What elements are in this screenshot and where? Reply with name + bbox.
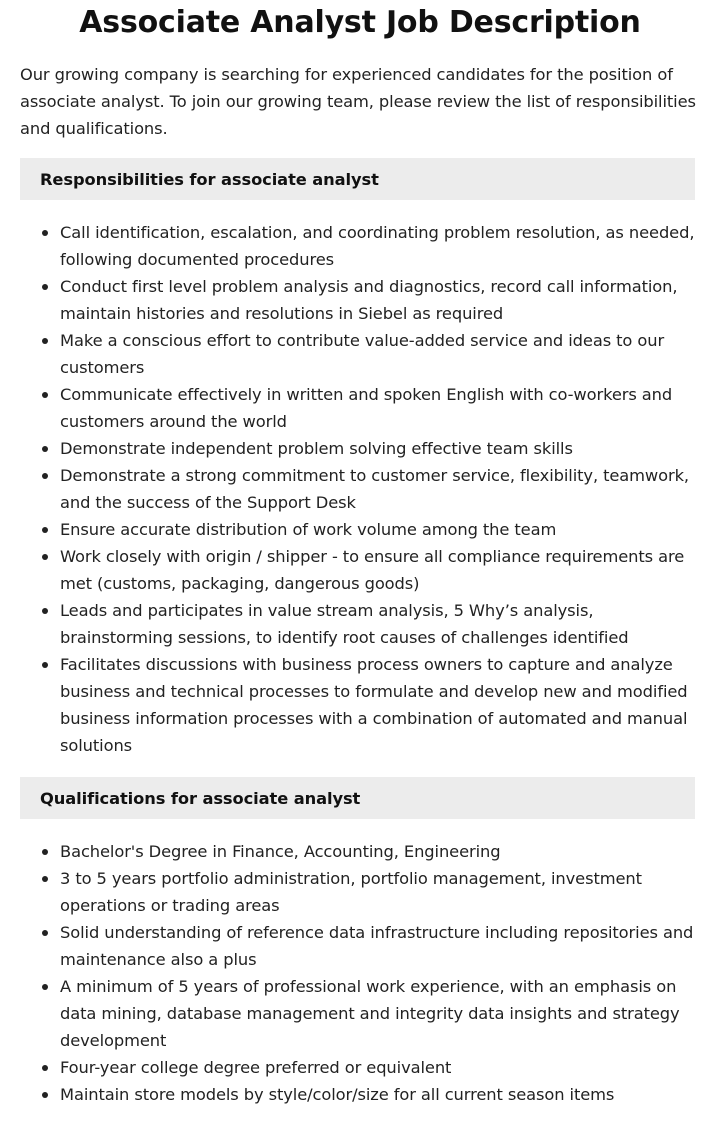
bullet-icon — [42, 446, 48, 452]
list-item — [20, 219, 700, 273]
bullet-icon — [42, 930, 48, 936]
list-item-text: Work closely with origin / shipper - to ensure all compliance requirements are met (customs, packaging, dangerous goods) — [60, 547, 685, 593]
bullet-icon — [42, 284, 48, 290]
page-title: Associate Analyst Job Description — [79, 5, 641, 40]
list-item-text: Make a conscious effort to contribute value-added service and ideas to our customers — [60, 331, 665, 377]
bullet-icon — [42, 849, 48, 855]
list-item-text: Conduct first level problem analysis and diagnostics, record call information, maintain histories and resolutions in Siebel as required — [60, 277, 678, 323]
list-item-text: Ensure accurate distribution of work volume among the team — [60, 520, 557, 539]
list-item-text: Solid understanding of reference data infrastructure including repositories and maintenance also a plus — [60, 923, 694, 969]
list-item — [20, 327, 700, 381]
bullet-icon — [42, 392, 48, 398]
list-item-text: Facilitates discussions with business process owners to capture and analyze business and technical processes to formulate and develop new and modified business information processes with a combination of automated and manual solutions — [60, 655, 688, 755]
bullet-icon — [42, 984, 48, 990]
list-item — [20, 651, 700, 759]
responsibilities-list — [20, 219, 700, 759]
list-item-text: Demonstrate a strong commitment to customer service, flexibility, teamwork, and the success of the Support Desk — [60, 466, 690, 512]
list-item — [20, 516, 700, 543]
bullet-icon — [42, 230, 48, 236]
list-item-text: Bachelor's Degree in Finance, Accounting, Engineering — [60, 842, 501, 861]
list-item-text: A minimum of 5 years of professional work experience, with an emphasis on data mining, database management and integrity data insights and strategy development — [60, 977, 680, 1050]
qualifications-heading: Qualifications for associate analyst — [20, 777, 695, 819]
bullet-icon — [42, 608, 48, 614]
bullet-icon — [42, 473, 48, 479]
list-item — [20, 435, 700, 462]
list-item-text: Leads and participates in value stream analysis, 5 Why’s analysis, brainstorming sessions, to identify root causes of challenges identified — [60, 601, 629, 647]
list-item — [20, 543, 700, 597]
list-item-text: Maintain store models by style/color/size for all current season items — [60, 1085, 615, 1104]
intro-paragraph: Our growing company is searching for experienced candidates for the position of associate analyst. To join our growing team, please review the list of responsibilities and qualifications. — [20, 65, 696, 138]
responsibilities-heading: Responsibilities for associate analyst — [20, 158, 695, 200]
list-item — [20, 919, 700, 973]
list-item-text: Four-year college degree preferred or equivalent — [60, 1058, 452, 1077]
list-item — [20, 597, 700, 651]
bullet-icon — [42, 876, 48, 882]
list-item — [20, 273, 700, 327]
qualifications-list — [20, 838, 700, 1108]
bullet-icon — [42, 662, 48, 668]
bullet-icon — [42, 554, 48, 560]
bullet-icon — [42, 527, 48, 533]
bullet-icon — [42, 1092, 48, 1098]
list-item-text: Demonstrate independent problem solving effective team skills — [60, 439, 573, 458]
list-item — [20, 973, 700, 1054]
list-item — [20, 1054, 700, 1081]
bullet-icon — [42, 1065, 48, 1071]
list-item — [20, 462, 700, 516]
bullet-icon — [42, 338, 48, 344]
list-item-text: 3 to 5 years portfolio administration, portfolio management, investment operations or trading areas — [60, 869, 642, 915]
list-item — [20, 381, 700, 435]
list-item-text: Communicate effectively in written and spoken English with co-workers and customers around the world — [60, 385, 673, 431]
list-item — [20, 1081, 700, 1108]
list-item — [20, 865, 700, 919]
list-item-text: Call identification, escalation, and coordinating problem resolution, as needed, following documented procedures — [60, 223, 695, 269]
list-item — [20, 838, 700, 865]
